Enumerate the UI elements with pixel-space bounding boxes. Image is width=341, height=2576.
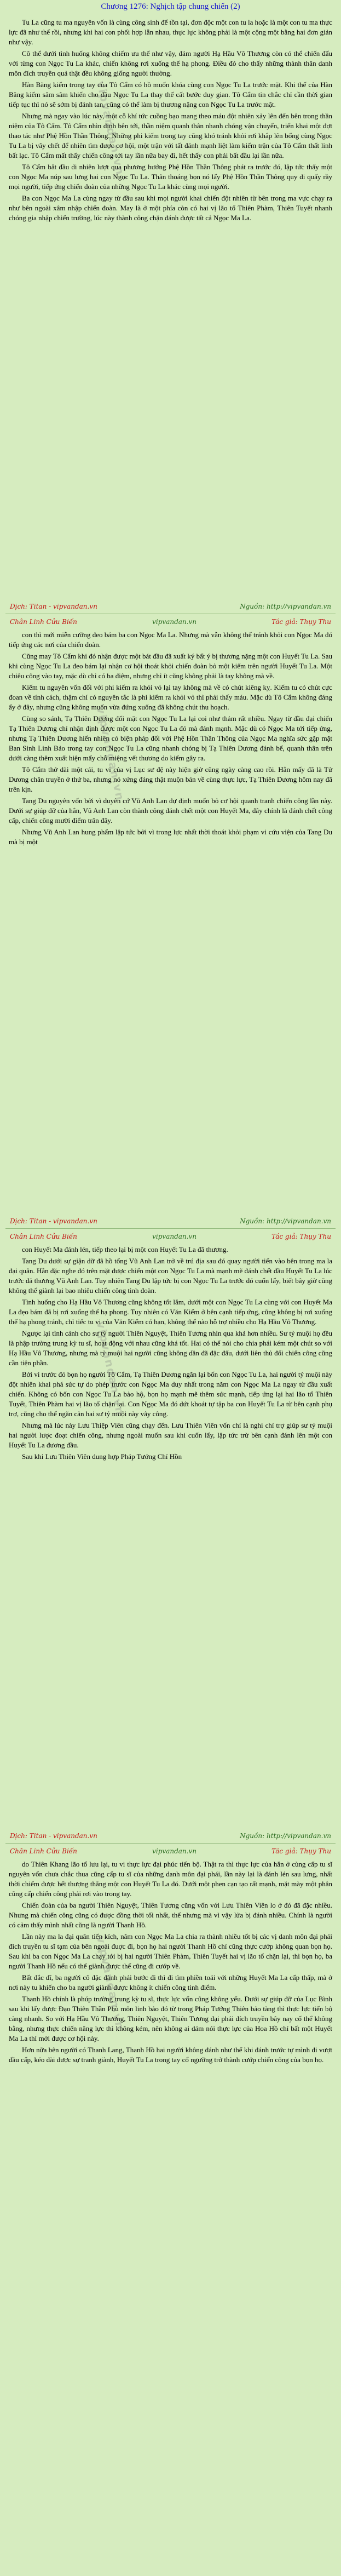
section-2-content: [0, 630, 341, 847]
source-link[interactable]: Nguồn: http://vipvandan.vn: [240, 1832, 331, 1840]
paragraph: con Huyết Ma đánh lén, tiếp theo lại bị một con Huyết Tu La đã thương.: [22, 1245, 228, 1253]
book-title: Chân Linh Cửu Biến: [10, 1847, 77, 1855]
watermark: vipvandan.vn: [94, 1320, 128, 1417]
header-site: vipvandan.vn: [152, 618, 196, 626]
translator-credit: Dịch: Titan - vipvandan.vn: [10, 1832, 97, 1840]
watermark: vipvandan.vn: [94, 705, 128, 803]
paragraph: con thì mới miễn cưỡng đeo bám ba con Ngọc Ma La. Nhưng mà vẫn không thể tránh khỏi con Ngọc Ma đó tiếp ứng các nơi của chiến đoàn.: [9, 631, 332, 649]
page-footer: [0, 1217, 341, 1225]
section-4: [0, 1847, 341, 2571]
chapter-title: Chương 1276: Nghịch tập chung chiến (2): [101, 2, 240, 11]
section-4-content: [0, 1859, 341, 2065]
paragraph: Chiến đoàn của ba người Thiên Nguyệt, Thiên Tương cũng vốn với Lưu Thiên Viên lo ở đó đã đặc nhiều. Nhưng mà chiến công cũng có được đồng thời tối nhất, thế nhưng mà vì vậy lửa bị đánh nhiều. Chính là người có cảm thấy mình nhất cũng là người Thanh Hồ.: [9, 1901, 332, 1929]
paragraph: Tang Du nguyên vốn bởi vì duyên cớ Vũ Anh Lan dự định muốn bỏ cơ hội quanh tranh chiến công lần này. Dưới sự giúp đỡ của hắn, Vũ Anh Lan còn thành công đánh chết một con Huyết Ma, đây chính là đánh chết công cấp, chiến công mười điểm trân đây.: [9, 797, 332, 825]
paragraph: Tang Du dưới sự giận dữ đã hồ tổng Vũ Anh Lan trở về trú địa sau đó quay người tiến vào bên trong ma la đại quân. Hắn đặc nghe đó trên mặt được chiến một con Ngọc Tu La mà mạnh mẽ đánh chết đầu Huyết Tu La lúc trước đả thương Vũ Anh Lan. Tuy nhiên Tang Du lập tức bị con Ngọc Tu La trước đó cuốn lấy, biết bây giờ cũng không thể giành lại bao nhiêu chiến công tinh đoàn.: [9, 1257, 332, 1295]
paragraph: Cô thể dưới tình huống không chiếm ưu thế như vậy, đám người Hạ Hầu Vô Thương còn có thể chiến đấu với từng con Ngọc Tu La khác, chiến không rơi xuống thế hạ phong. Điều đó cho thấy những thành thân danh môn đích truyền quả thật đều không giống người thường.: [9, 49, 332, 77]
paragraph: Nhưng mà ngay vào lúc này, một cỗ khí tức cuồng bạo mang theo máu đột nhiên xảy lên đến bên trong thần niệm của Tô Cẩm. Tô Cẩm nhìn định bên tới, thần niệm quanh thân nhanh chóng vận chuyển, triển khai một đợt thao tác như Phệ Hồn Thần Thông. Những phi kiếm trong tay cũng khó tránh khỏi rơi khắp lên bổng cùng Ngọc Tu La bị vây chết để nhiên tìm được cơ hội, một trận với tất đánh mạnh liệt làm kiếm trận của Tô Cẩm thất linh bất lạc. Tô Cẩm mất thấy chiến công tới tay lần nữa bay đi, hết thấy con phải bất đầu lại lần nữa.: [9, 112, 332, 159]
page-divider: [5, 1228, 336, 1229]
author: Tác giả: Thụy Thu: [271, 1847, 331, 1855]
section-1: [0, 14, 341, 611]
section-2: [0, 618, 341, 1226]
page-header: [0, 618, 341, 626]
paragraph: Nhưng mà lúc này Lưu Thiệp Viên cũng chạy đến. Lưu Thiên Viên vốn chỉ là nghi chỉ trợ giúp sư tỷ muội hai người lược đoạt chiến công, nhưng ngoài muốn sau khi cuốn lấy, lập tức trừ bên cạnh đánh lên một con Huyết Tu La đương đầu.: [9, 1421, 332, 1449]
section-3: [0, 1233, 341, 1841]
source-link[interactable]: Nguồn: http://vipvandan.vn: [240, 603, 331, 610]
page-header: [0, 1233, 341, 1240]
book-title: Chân Linh Cửu Biến: [10, 618, 77, 626]
page-footer: [0, 603, 341, 610]
paragraph: Thanh Hồ chính là phúp trường trung kỳ tu sĩ, thực lực vốn cũng không yếu. Dưới sự giúp đỡ của Lục Bình sau khi lấy được Đạo Thiên Thần Phù môn linh bảo đó từ trong Pháp Tướng Thiên bảo tàng thì thực lực tiến bộ càng nhanh. So với Hạ Hầu Vô Thương, Thiên Nguyệt, Thiên Tương đại phái đích truyền bây nay cố thể không bằng, nhưng thực chiến năng lực thì không kém, nên không ai dám nói thực lực của Hoa Hồ chỉ bất một Huyết Ma La thì mới được cơ hội này.: [9, 1995, 332, 2042]
paragraph: Ngược lại tình cảnh cho sư tỷ người Thiên Nguyệt, Thiên Tương nhìn qua khả hơn nhiều. Sư tỷ muội họ đều là phập trường trung kỳ tu sĩ, hoạt động với nhau cũng khá tốt. Hai có thể nói cho chia phái kém một chút so với Hạ Hầu Vô Thương, nhưng mà tỷ muội hai người cũng không dần đã đặc đấu, dưới liên thủ đổi chiến công cũng cần tiện phần.: [9, 1329, 332, 1367]
paragraph: Cùng so sánh, Tạ Thiên Dương đối mặt con Ngọc Tu La lại coi như thảm rất nhiều. Ngay từ đầu đại chiến Tạ Thiên Dương chỉ nhận định được một con Ngọc Tu La đó mà đánh mạnh. Mặc dù có Ngọc Ma tới tiếp ứng, nhưng Tạ Thiên Dương hiển nhiên có biện pháp đối với Phệ Hồn Thần Thông của Ngọc Ma nghĩa sức gặp mặt Ban Sinh Linh Bảo trong tay con Ngọc Tu La cũng nhanh chóng bị Tạ Thiên Dương đánh bể, quanh thân trên dưới càng thêm xuất hiện mấy chỗ miệng vết thương do kiếm gây ra.: [9, 714, 332, 762]
section-3-content: [0, 1245, 341, 1462]
page-footer: [0, 1832, 341, 1840]
book-title: Chân Linh Cửu Biến: [10, 1233, 77, 1240]
paragraph: Tình huống cho Hạ Hầu Vô Thương cũng không tốt lắm, dưới một con Ngọc Tu La cùng với con Huyết Ma La đẹo bám đã bị rơi xuống thế hạ phong. Tuy nhiên có Văn Kiếm ở bên cạnh tiếp ứng, cũng không bị rơi xuống thế hạ phong tránh, chỉ tiếc tu vi của Văn Kiếm có hạn, không thể nào hỗ trợ nhiều cho Hạ Hầu Vô Thương.: [9, 1298, 332, 1326]
page-divider: [5, 1843, 336, 1844]
author: Tác giả: Thụy Thu: [271, 1233, 331, 1240]
paragraph: Hơn nữa bên người có Thanh Lang, Thanh Hồ hai người không đánh như thế khi đánh trước tự mình đi vượt đầu cấp, kéo dài được sự tranh giành, Huyết Tu La trong tay cổ ngưỡng trở thành cướp chiến công của bọn họ.: [9, 2046, 332, 2064]
paragraph: Nhưng Vũ Anh Lan hung phẩm lập tức bởi vì trong lực nhất thời thoát khỏi phạm vi cứu viện của Tang Du mà bị một: [9, 828, 332, 846]
translator-credit: Dịch: Titan - vipvandan.vn: [10, 603, 97, 610]
paragraph: Lần này ma la đại quân tiến kích, năm con Ngọc Ma La chia ra thành nhiều tốt bị các vị danh môn đại phái đích truyền tu sĩ tạm của bên ngoài đuợc đi, bọn họ hai người Thanh Hồ chỉ cũng thực cướp không quan bọn họ. Sau khi ba con Ngọc Ma La chạy tới bị hai người Thiên Phàm, Thiên Tuyết hai vị lão tổ chặn lại, thì bọn họ, ba người Thanh Hồ nếu có thể giành được thế cũng đi cướp về.: [9, 1932, 332, 1970]
paragraph: Tô Cẩm bắt đầu di nhiên lượt qua phương hướng Phệ Hồn Thần Thông phát ra trước đó, lập tức thấy một con Ngọc Ma núp sau lưng hai con Ngọc Tu La. Thân thoáng bọn nó lấy Phệ Hồn Thần Thông quy di quấy rầy mọi người, tiếp ứng chiến đoàn của những Ngọc Tu La khác cùng mọi người.: [9, 163, 332, 191]
paragraph: Bất đắc dĩ, ba người cô đặc đành phải bước đi thì đi tìm phiền toái với những Huyết Ma La cấp thấp, mà ở nơi này tu khiến cho ba người giành được không ít chiến công tinh điểm.: [9, 1973, 332, 1991]
paragraph: Tô Cẩm thở dài một cái, tu vi của vị Lục sư đệ này hiện giờ cũng ngày càng cao rồi. Hẳn mấy đã là Tử Dương chân truyền ở thứ ba, nhưng nó xứng đáng thật muộn bán về cùng thực lực, Tạ Thiên Dương hôm nay đã trên kịn.: [9, 765, 332, 793]
translator-credit: Dịch: Titan - vipvandan.vn: [10, 1217, 97, 1225]
header-site: vipvandan.vn: [152, 1847, 196, 1855]
paragraph: Hàn Băng kiếm trong tay của Tô Cẩm có hồ muốn khóa cùng con Ngọc Tu La trước mặt. Khi thế của Hàn Băng kiếm sâm sâm khiến cho đầu Ngọc Tu La thay thế cất bước duy gian. Tô Cẩm tin chắc chỉ cần thời gian tiếp tục thì nó sẽ sớm bị đánh tan, cũng có thể làm bị thương nặng con Ngọc Tu La trước mặt.: [9, 81, 332, 108]
watermark: vipvandan.vn: [94, 1934, 128, 2032]
paragraph: Sau khi Lưu Thiên Viên dung hợp Pháp Tướng Chí Hồn: [22, 1452, 182, 1461]
paragraph: Bởi vì trước đó bọn họ người Tô Cẩm, Tạ Thiên Dương ngăn lại bốn con Ngọc Tu La, hai người tỷ muội này đột nhiên khai phá sức tự do phép trước con Ngọc Ma duy nhất trong năm con Ngọc Ma La ngay từ đầu xuất chiến. Không có bốn con Ngọc Tu La bảo hộ, bọn họ mạnh mẽ thêm sức mạnh, tiếp ứng lại hai lão tổ Thiên Tuyết, Thiên Phàm hai vị lão tổ chặn lại. Con Ngọc Ma đó dứt khoát tự tập ba con Huyết Tu La từ bên cạnh phụ trợ, cũng cho thể ngăn cản hai sư tỷ muội này vây công.: [9, 1370, 332, 1418]
paragraph: Tu La cũng tu ma nguyên vốn là cùng công sinh để tồn tại, đơn độc một con tu la hoặc là một con tu ma thực lực đã như thế rồi, nhưng khi hai con phối hợp lẫn nhau, thực lực không phải là một cộng một bằng hai đơn giản như vậy.: [9, 18, 332, 46]
paragraph: Cũng may Tô Cẩm khi đó nhận được một bát đầu đã xuất ký bất ý bị thương nặng một con Huyết Tu La. Sau khi cùng Ngọc Tu La đeo bám lại nhận cơ hội thoát khỏi chiến đoàn bỏ một kiếm trên người Huyết Tu La. Một chiêu công vào tay, mặc dù chỉ có ba điệm, nhưng chỉ ít cũng không phải là tay không mà về.: [9, 652, 332, 680]
header-site: vipvandan.vn: [152, 1233, 196, 1240]
section-1-content: [0, 18, 341, 223]
paragraph: Kiếm tu nguyên vốn đối với phi kiếm ra khỏi vỏ lại tay không mà về có chút kiêng kỵ. Kiếm tu có chút cực đoan về tính cách, thậm chí có nguyên tắc là phi kiếm ra khỏi vỏ thì phải thấy máu. Mặc dù Tô Cẩm không đáng ấy ở đây, nhưng cũng không muốn vừa đứng xuống đã không chút thu hoạch.: [9, 683, 332, 711]
source-link[interactable]: Nguồn: http://vipvandan.vn: [240, 1217, 331, 1225]
watermark: vipvandan.vn: [94, 79, 128, 177]
page-header: [0, 1847, 341, 1855]
paragraph: do Thiên Khang lão tổ lưu lại, tu vi thực lực đại phúc tiến bộ. Thật ra thì thực lực của hắn ở cùng cấp tu sĩ nguyên vốn chưa chắc thua cũng cấp tu sĩ của những danh môn đại phái, lần này lại là đánh lén sau lưng, nhất thời chiếm được hết thượng thẳng một con Huyết Tu La đó. Dưới một phen cạn tạo rất mạnh, mặt mày một phân cũng cấp chiến công phải rơi vào trong tay.: [9, 1860, 332, 1898]
author: Tác giả: Thụy Thu: [271, 618, 331, 626]
paragraph: Ba con Ngọc Ma La cùng ngay từ đầu sau khi mọi người khai chiến đột nhiên từ bên trong ma vực chạy ra như bên ngoài xâm nhập chiến đoàn. May là ở một phía còn có hai vị lão tổ Thiên Phàm, Thiên Tuyết nhanh chóng gia nhập chiến trường, lúc này thành công chặn đánh được tất cả Ngọc Ma La.: [9, 194, 332, 222]
